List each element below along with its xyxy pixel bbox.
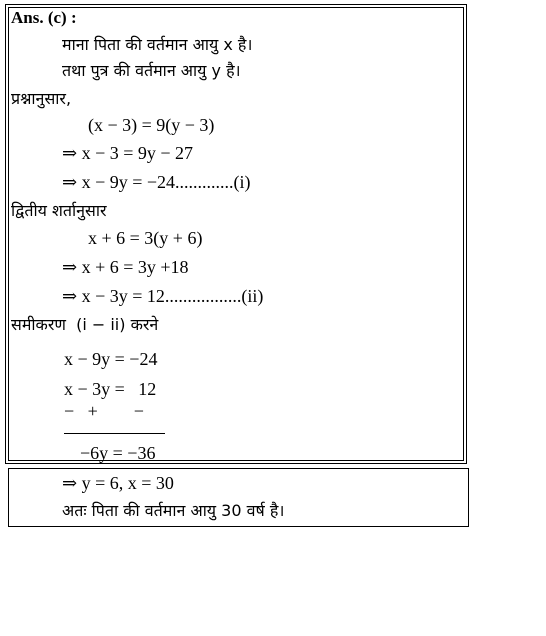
subtract-result: −6y = −36: [80, 443, 156, 463]
subtraction-line: [64, 433, 165, 434]
subtract-row-2: x − 3y = 12: [64, 379, 157, 399]
line-first-condition: प्रश्नानुसार,: [11, 89, 72, 108]
equation-2: ⇒ x − 3 = 9y − 27: [62, 143, 194, 163]
answer-label: Ans. (c) :: [11, 8, 77, 27]
final-answer: अतः पिता की वर्तमान आयु 30 वर्ष है।: [62, 501, 285, 520]
line-father-age: माना पिता की वर्तमान आयु x है।: [62, 35, 253, 54]
equation-4: ⇒ x + 6 = 3y +18: [62, 257, 189, 277]
line-subtract: समीकरण (i − ii) करने: [11, 315, 159, 334]
equation-ii: ⇒ x − 3y = 12.................(ii): [62, 286, 264, 306]
equation-i: ⇒ x − 9y = −24.............(i): [62, 172, 251, 192]
subtract-signs: − + −: [64, 401, 144, 421]
line-second-condition: द्वितीय शर्तानुसार: [11, 201, 107, 220]
solution-values: ⇒ y = 6, x = 30: [62, 473, 174, 493]
equation-1: (x − 3) = 9(y − 3): [88, 115, 215, 135]
equation-3: x + 6 = 3(y + 6): [88, 228, 203, 248]
line-son-age: तथा पुत्र की वर्तमान आयु y है।: [62, 61, 241, 80]
subtract-row-1: x − 9y = −24: [64, 349, 158, 369]
